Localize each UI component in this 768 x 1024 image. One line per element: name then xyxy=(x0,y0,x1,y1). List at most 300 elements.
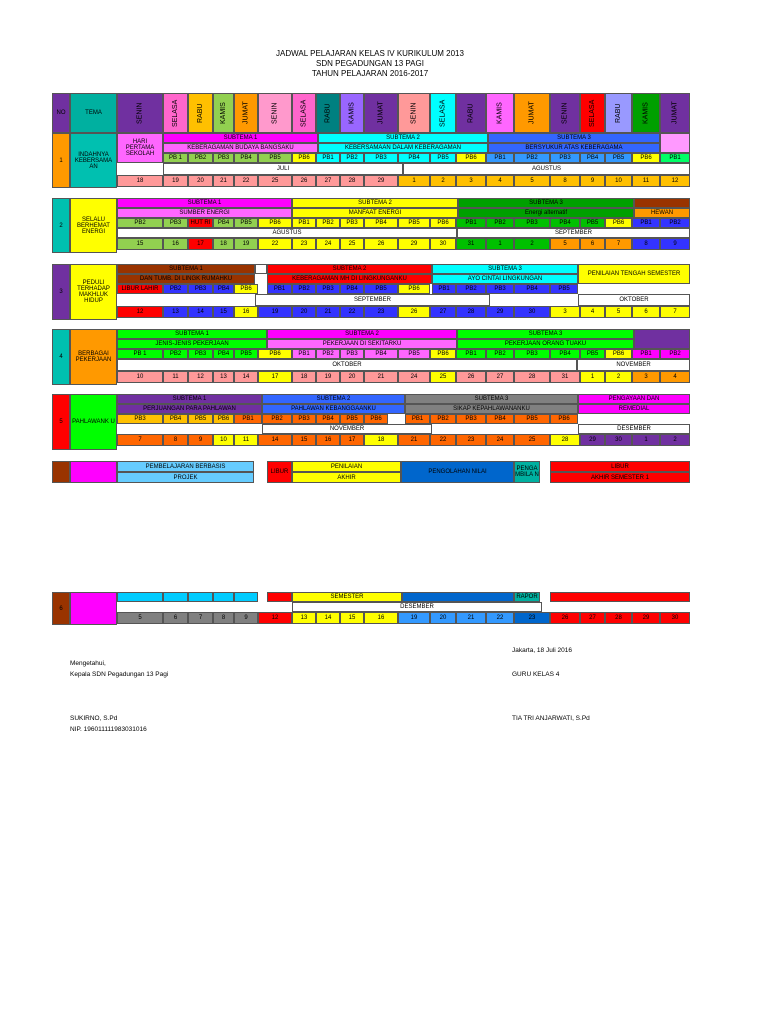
theme5-date-14: 25 xyxy=(514,434,550,446)
day-header-11: SELASA xyxy=(430,93,456,133)
theme2-date-6: 23 xyxy=(292,238,316,250)
theme1-pb-3: PB4 xyxy=(234,153,258,163)
theme1-pb-13: PB2 xyxy=(514,153,550,163)
theme1-date-6: 26 xyxy=(292,175,316,187)
day-header-2: RABU xyxy=(188,93,213,133)
theme3-date-18: 6 xyxy=(632,306,660,318)
theme6-date-19: 30 xyxy=(660,612,690,624)
mengetahui-label: Mengetahui, xyxy=(70,660,106,667)
theme5-subtema2-title: PAHLAWAN KEBANGGAANKU xyxy=(262,404,405,414)
theme4-tema: BERBAGAI PEKERJAAN xyxy=(70,329,117,385)
theme2-pb-3: PB4 xyxy=(213,218,234,228)
theme5-pb-4: PB1 xyxy=(234,414,262,424)
theme1-month2: AGUSTUS xyxy=(403,163,690,175)
schedule-title: JADWAL PELAJARAN KELAS IV KURIKULUM 2013 xyxy=(276,49,464,58)
theme6-date-13: 22 xyxy=(486,612,514,624)
theme3-month2: OKTOBER xyxy=(578,294,690,306)
theme2-pb-16: PB5 xyxy=(580,218,605,228)
theme6-month: DESEMBER xyxy=(292,602,542,612)
theme4-pb-7: PB2 xyxy=(316,349,340,359)
theme1-pb-12: PB1 xyxy=(486,153,514,163)
place-date: Jakarta, 18 Juli 2016 xyxy=(512,647,572,654)
theme5-pb-0: PB3 xyxy=(117,414,163,424)
theme4-pb-9: PB4 xyxy=(364,349,398,359)
theme1-date-16: 9 xyxy=(580,175,605,187)
principal-name: SUKIRNO, S.Pd xyxy=(70,715,118,722)
theme4-subtema3-title: PEKERJAAN ORANG TUAKU xyxy=(457,339,634,349)
theme4-pb-18: PB1 xyxy=(632,349,660,359)
theme1-pb-2: PB3 xyxy=(213,153,234,163)
school-year: TAHUN PELAJARAN 2016-2017 xyxy=(311,69,429,78)
theme1-pb-4: PB5 xyxy=(258,153,292,163)
theme5-date-11: 22 xyxy=(430,434,456,446)
theme2-pb-11: PB6 xyxy=(430,218,456,228)
theme3-date-13: 29 xyxy=(486,306,514,318)
theme3-pb-8: PB4 xyxy=(340,284,364,294)
theme1-date-4: 22 xyxy=(234,175,258,187)
theme1-date-1: 19 xyxy=(163,175,188,187)
theme1-pb-8: PB3 xyxy=(364,153,398,163)
school-name: SDN PEGADUNGAN 13 PAGI xyxy=(316,59,424,68)
theme6-date-7: 14 xyxy=(316,612,340,624)
theme2-subtema3-title: Energi alternatif xyxy=(458,208,634,218)
theme2-pb-0: PB2 xyxy=(117,218,163,228)
theme5-pb-5: PB2 xyxy=(262,414,292,424)
theme5-month2: DESEMBER xyxy=(578,424,690,434)
day-header-3: KAMIS xyxy=(213,93,234,133)
theme1-pb-17: PB6 xyxy=(632,153,660,163)
theme6-no: 6 xyxy=(52,592,70,625)
theme1-date-3: 21 xyxy=(213,175,234,187)
theme1-no: 1 xyxy=(52,133,70,188)
day-header-17: RABU xyxy=(605,93,632,133)
theme2-month1: AGUSTUS xyxy=(117,228,457,238)
day-header-4: JUMAT xyxy=(234,93,258,133)
theme2-subtema1-title: SUMBER ENERGI xyxy=(117,208,292,218)
day-header-10: SENIN xyxy=(398,93,430,133)
theme1-tema: INDAHNYA KEBERSAMA AN xyxy=(70,133,117,188)
theme1-pb-15: PB4 xyxy=(580,153,605,163)
theme3-date-5: 19 xyxy=(258,306,292,318)
theme1-date-9: 29 xyxy=(364,175,398,187)
theme2-date-12: 31 xyxy=(456,238,486,250)
theme3-date-16: 4 xyxy=(580,306,605,318)
theme5-date-8: 17 xyxy=(340,434,364,446)
theme2-tema: SELALU BERHEMAT ENERGI xyxy=(70,198,117,253)
theme1-date-10: 1 xyxy=(398,175,430,187)
theme4-date-15: 31 xyxy=(550,371,580,383)
theme6-date-4: 9 xyxy=(234,612,258,624)
theme4-date-1: 11 xyxy=(163,371,188,383)
theme4-date-19: 4 xyxy=(660,371,690,383)
theme1-date-11: 2 xyxy=(430,175,456,187)
theme4-subtema1: SUBTEMA 1 xyxy=(117,329,267,339)
theme3-date-11: 27 xyxy=(430,306,456,318)
theme5-date-1: 8 xyxy=(163,434,188,446)
teacher-name: TIA TRI ANJARWATI, S.Pd xyxy=(512,715,590,722)
theme3-subtema2-title: KEBERAGAMAN MH DI LINGKUNGANKU xyxy=(267,274,432,284)
theme5-date-18: 1 xyxy=(632,434,660,446)
theme5-pb-9: PB6 xyxy=(364,414,388,424)
theme6-top-4 xyxy=(234,592,258,602)
theme1-date-0: 18 xyxy=(117,175,163,187)
theme3-date-7: 21 xyxy=(316,306,340,318)
theme2-pb-2: HUT RI xyxy=(188,218,213,228)
theme4-date-2: 12 xyxy=(188,371,213,383)
theme4-month1: OKTOBER xyxy=(117,359,577,371)
theme2-pb-8: PB3 xyxy=(340,218,364,228)
theme2-date-2: 17 xyxy=(188,238,213,250)
theme2-date-19: 9 xyxy=(660,238,690,250)
theme1-subtema3-title: BERSYUKUR ATAS KEBERAGAMA xyxy=(488,143,660,153)
theme6-top-1 xyxy=(163,592,188,602)
theme2-pb-13: PB2 xyxy=(486,218,514,228)
theme1-pb-5: PB6 xyxy=(292,153,316,163)
theme1-date-13: 4 xyxy=(486,175,514,187)
theme5-pengayaan1: PENGAYAAN DAN xyxy=(578,394,690,404)
theme1-date-12: 3 xyxy=(456,175,486,187)
theme4-month2: NOVEMBER xyxy=(577,359,690,371)
theme5-pb-2: PB5 xyxy=(188,414,213,424)
theme1-pb-6: PB1 xyxy=(316,153,340,163)
theme5-pb-14: PB5 xyxy=(514,414,550,424)
theme6-date-12: 21 xyxy=(456,612,486,624)
day-header-12: RABU xyxy=(456,93,486,133)
theme4-pb-2: PB3 xyxy=(188,349,213,359)
theme1-pb-7: PB2 xyxy=(340,153,364,163)
theme3-pb-13: PB3 xyxy=(486,284,514,294)
theme3-date-10: 26 xyxy=(398,306,430,318)
theme4-pb-0: PB 1 xyxy=(117,349,163,359)
theme2-date-15: 5 xyxy=(550,238,580,250)
theme4-date-14: 28 xyxy=(514,371,550,383)
theme2-hewan: HEWAN xyxy=(634,208,690,218)
theme4-pb-10: PB5 xyxy=(398,349,430,359)
theme1-extra xyxy=(660,133,690,153)
theme2-pb-18: PB1 xyxy=(632,218,660,228)
theme2-date-9: 26 xyxy=(364,238,398,250)
day-header-0: SENIN xyxy=(117,93,163,133)
theme2-date-17: 7 xyxy=(605,238,632,250)
theme5-date-15: 28 xyxy=(550,434,580,446)
theme6-libur xyxy=(267,592,292,602)
theme5-pb-6: PB3 xyxy=(292,414,316,424)
theme3-pb-5: PB1 xyxy=(267,284,292,294)
theme4-pb-14: PB3 xyxy=(514,349,550,359)
theme3-subtema3-title: AYO CINTAI LINGKUNGAN xyxy=(432,274,578,284)
theme3-pb-10: PB6 xyxy=(398,284,430,294)
theme4-date-13: 27 xyxy=(486,371,514,383)
theme1-pb-14: PB3 xyxy=(550,153,580,163)
theme2-subtema2: SUBTEMA 2 xyxy=(292,198,458,208)
theme6-date-17: 28 xyxy=(605,612,632,624)
theme6-date-18: 29 xyxy=(632,612,660,624)
theme3-tema: PEDULI TERHADAP MAKHLUK HIDUP xyxy=(70,264,117,320)
theme5-date-19: 2 xyxy=(660,434,690,446)
theme3-pb-1: PB2 xyxy=(163,284,188,294)
theme3-date-19: 7 xyxy=(660,306,690,318)
theme3-date-9: 23 xyxy=(364,306,398,318)
theme4-date-3: 13 xyxy=(213,371,234,383)
theme4-date-7: 19 xyxy=(316,371,340,383)
theme5-pb-15: PB6 xyxy=(550,414,578,424)
theme2-date-14: 2 xyxy=(514,238,550,250)
theme2-pb-12: PB1 xyxy=(456,218,486,228)
theme3-date-1: 13 xyxy=(163,306,188,318)
theme5-date-5: 14 xyxy=(258,434,292,446)
theme3-subtema2: SUBTEMA 2 xyxy=(267,264,432,274)
theme3-month1: SEPTEMBER xyxy=(255,294,490,306)
theme6-top-3 xyxy=(213,592,234,602)
theme2-pb-1: PB3 xyxy=(163,218,188,228)
theme5-date-6: 15 xyxy=(292,434,316,446)
theme4-pb-11: PB6 xyxy=(430,349,456,359)
theme6-pengolahan xyxy=(402,592,514,602)
theme3-subtema1-title: DAN TUMB. DI LINGK RUMAHKU xyxy=(117,274,255,284)
theme3-gap xyxy=(255,264,267,274)
theme5-date-0: 7 xyxy=(117,434,163,446)
theme1-pb-0: PB 1 xyxy=(163,153,188,163)
legend-libur: LIBUR xyxy=(267,461,292,483)
day-header-6: SELASA xyxy=(292,93,316,133)
theme4-date-4: 14 xyxy=(234,371,258,383)
theme4-date-12: 26 xyxy=(456,371,486,383)
principal-nip: NIP. 196011111983031016 xyxy=(70,726,147,733)
day-header-7: RABU xyxy=(316,93,340,133)
theme5-pb-13: PB4 xyxy=(486,414,514,424)
legend-akhir: AKHIR xyxy=(292,472,401,483)
theme2-date-7: 24 xyxy=(316,238,340,250)
theme5-pb-12: PB3 xyxy=(456,414,486,424)
theme3-pb-3: PB4 xyxy=(213,284,234,294)
theme4-pb-13: PB2 xyxy=(486,349,514,359)
theme5-subtema1-title: PERJUANGAN PARA PAHLAWAN xyxy=(117,404,262,414)
theme4-pb-8: PB3 xyxy=(340,349,364,359)
theme6-date-9: 16 xyxy=(364,612,398,624)
theme5-pengayaan2: REMEDIAL xyxy=(578,404,690,414)
theme4-date-5: 17 xyxy=(258,371,292,383)
theme5-pb-10: PB1 xyxy=(405,414,430,424)
theme6-date-8: 15 xyxy=(340,612,364,624)
day-header-9: JUMAT xyxy=(364,93,398,133)
theme1-pb-9: PB4 xyxy=(398,153,430,163)
theme6-date-2: 7 xyxy=(188,612,213,624)
theme6-top-0 xyxy=(117,592,163,602)
theme4-pb-6: PB1 xyxy=(292,349,316,359)
theme1-date-14: 5 xyxy=(514,175,550,187)
theme4-no: 4 xyxy=(52,329,70,385)
theme4-date-18: 3 xyxy=(632,371,660,383)
theme6-tema xyxy=(70,592,117,625)
theme4-date-9: 21 xyxy=(364,371,398,383)
theme3-date-8: 22 xyxy=(340,306,364,318)
theme4-date-6: 18 xyxy=(292,371,316,383)
theme1-pb-18: PB1 xyxy=(660,153,690,163)
theme2-pb-17: PB6 xyxy=(605,218,632,228)
theme1-date-8: 28 xyxy=(340,175,364,187)
legend-tema xyxy=(70,461,117,483)
theme6-date-6: 13 xyxy=(292,612,316,624)
legend-pengambilan: PENGA MBILA N xyxy=(514,461,540,483)
day-header-8: KAMIS xyxy=(340,93,364,133)
theme2-subtema1: SUBTEMA 1 xyxy=(117,198,292,208)
theme2-subtema3: SUBTEMA 3 xyxy=(458,198,634,208)
theme3-pb-0: LIBUR LAHIR xyxy=(117,284,163,294)
theme3-subtema3: SUBTEMA 3 xyxy=(432,264,578,274)
theme5-pb-3: PB6 xyxy=(213,414,234,424)
theme2-date-4: 19 xyxy=(234,238,258,250)
theme1-subtema1-title: KEBERAGAMAN BUDAYA BANGSAKU xyxy=(163,143,318,153)
theme3-pb-15: PB5 xyxy=(550,284,578,294)
theme2-pb-5: PB6 xyxy=(258,218,292,228)
theme5-pb-11: PB2 xyxy=(430,414,456,424)
theme4-subtema2: SUBTEMA 2 xyxy=(267,329,457,339)
day-header-15: SENIN xyxy=(550,93,580,133)
theme2-month2: SEPTEMBER xyxy=(457,228,690,238)
day-header-19: JUMAT xyxy=(660,93,690,133)
theme3-pts: PENILAIAN TENGAH SEMESTER xyxy=(578,264,690,284)
theme3-date-12: 28 xyxy=(456,306,486,318)
theme5-date-9: 18 xyxy=(364,434,398,446)
theme2-date-1: 16 xyxy=(163,238,188,250)
theme2-date-5: 22 xyxy=(258,238,292,250)
day-header-16: SELASA xyxy=(580,93,605,133)
theme1-hari-pertama: HARI PERTAMA SEKOLAH xyxy=(117,133,163,163)
theme4-pb-1: PB2 xyxy=(163,349,188,359)
theme4-date-0: 10 xyxy=(117,371,163,383)
header-no: NO xyxy=(52,93,70,133)
theme5-date-13: 24 xyxy=(486,434,514,446)
theme2-date-0: 15 xyxy=(117,238,163,250)
day-header-5: SENIN xyxy=(258,93,292,133)
theme1-date-18: 11 xyxy=(632,175,660,187)
theme6-top-2 xyxy=(188,592,213,602)
theme2-pb-6: PB1 xyxy=(292,218,316,228)
legend-libur-akhir1: LIBUR xyxy=(550,461,690,472)
theme3-no: 3 xyxy=(52,264,70,320)
theme4-date-16: 1 xyxy=(580,371,605,383)
theme5-date-2: 9 xyxy=(188,434,213,446)
theme5-pb-7: PB4 xyxy=(316,414,340,424)
theme5-subtema3: SUBTEMA 3 xyxy=(405,394,578,404)
theme3-pb-4: PB6 xyxy=(234,284,258,294)
theme2-extra xyxy=(634,198,690,208)
theme3-pb-9: PB5 xyxy=(364,284,398,294)
theme3-pb-14: PB4 xyxy=(514,284,550,294)
theme6-date-0: 5 xyxy=(117,612,163,624)
theme3-pb-6: PB2 xyxy=(292,284,316,294)
day-header-14: JUMAT xyxy=(514,93,550,133)
theme4-subtema1-title: JENIS-JENIS PEKERJAAN xyxy=(117,339,267,349)
theme2-subtema2-title: MANFAAT ENERGI xyxy=(292,208,458,218)
theme4-pb-17: PB6 xyxy=(605,349,632,359)
legend-pengolahan: PENGOLAHAN NILAI xyxy=(401,461,514,483)
theme3-date-2: 14 xyxy=(188,306,213,318)
theme2-pb-14: PB3 xyxy=(514,218,550,228)
theme1-subtema1: SUBTEMA 1 xyxy=(163,133,318,143)
theme1-date-17: 10 xyxy=(605,175,632,187)
theme3-date-6: 20 xyxy=(292,306,316,318)
theme4-pb-19: PB2 xyxy=(660,349,690,359)
theme4-pb-3: PB4 xyxy=(213,349,234,359)
theme6-semester: SEMESTER xyxy=(292,592,402,602)
theme1-date-5: 25 xyxy=(258,175,292,187)
theme5-pb-8: PB5 xyxy=(340,414,364,424)
theme2-pb-9: PB4 xyxy=(364,218,398,228)
theme1-pb-10: PB5 xyxy=(430,153,456,163)
theme2-pb-4: PB5 xyxy=(234,218,258,228)
day-header-18: KAMIS xyxy=(632,93,660,133)
theme6-date-3: 8 xyxy=(213,612,234,624)
theme6-date-16: 27 xyxy=(580,612,605,624)
theme2-date-3: 18 xyxy=(213,238,234,250)
legend-projek1: PEMBELAJARAN BERBASIS xyxy=(117,461,254,472)
legend-libur-akhir2: AKHIR SEMESTER 1 xyxy=(550,472,690,483)
theme1-subtema3: SUBTEMA 3 xyxy=(488,133,660,143)
header-tema: TEMA xyxy=(70,93,117,133)
theme2-pb-10: PB5 xyxy=(398,218,430,228)
theme2-date-18: 8 xyxy=(632,238,660,250)
theme5-month1: NOVEMBER xyxy=(262,424,432,434)
theme5-no: 5 xyxy=(52,394,70,450)
theme6-libur-akhir xyxy=(550,592,690,602)
theme4-pb-5: PB6 xyxy=(258,349,292,359)
theme1-date-7: 27 xyxy=(316,175,340,187)
theme3-date-15: 3 xyxy=(550,306,580,318)
theme3-pb-12: PB2 xyxy=(456,284,486,294)
theme6-date-1: 6 xyxy=(163,612,188,624)
theme1-pb-1: PB2 xyxy=(188,153,213,163)
theme2-pb-7: PB2 xyxy=(316,218,340,228)
theme6-date-5: 12 xyxy=(258,612,292,624)
theme5-date-17: 30 xyxy=(605,434,632,446)
day-header-1: SELASA xyxy=(163,93,188,133)
theme1-month1: JULI xyxy=(163,163,403,175)
theme2-date-10: 29 xyxy=(398,238,430,250)
theme3-subtema1: SUBTEMA 1 xyxy=(117,264,255,274)
theme5-date-3: 10 xyxy=(213,434,234,446)
theme5-date-7: 16 xyxy=(316,434,340,446)
theme3-pb-11: PB1 xyxy=(432,284,456,294)
theme2-pb-19: PB2 xyxy=(660,218,690,228)
teacher-title: GURU KELAS 4 xyxy=(512,671,560,678)
theme4-date-11: 25 xyxy=(430,371,456,383)
theme1-date-15: 8 xyxy=(550,175,580,187)
theme4-extra xyxy=(634,329,690,349)
theme5-date-12: 23 xyxy=(456,434,486,446)
theme2-date-8: 25 xyxy=(340,238,364,250)
theme4-pb-15: PB4 xyxy=(550,349,580,359)
theme4-date-17: 2 xyxy=(605,371,632,383)
theme4-date-10: 24 xyxy=(398,371,430,383)
legend-no xyxy=(52,461,70,483)
day-header-13: KAMIS xyxy=(486,93,514,133)
theme6-date-10: 19 xyxy=(398,612,430,624)
theme3-date-4: 16 xyxy=(234,306,258,318)
theme1-subtema2: SUBTEMA 2 xyxy=(318,133,488,143)
theme5-subtema2: SUBTEMA 2 xyxy=(262,394,405,404)
theme2-pb-15: PB4 xyxy=(550,218,580,228)
theme5-date-16: 29 xyxy=(580,434,605,446)
theme4-pb-16: PB5 xyxy=(580,349,605,359)
theme2-date-13: 1 xyxy=(486,238,514,250)
theme6-date-15: 26 xyxy=(550,612,580,624)
theme3-pb-7: PB3 xyxy=(316,284,340,294)
theme1-pb-16: PB5 xyxy=(605,153,632,163)
legend-projek2: PROJEK xyxy=(117,472,254,483)
theme4-subtema2-title: PEKERJAAN DI SEKITARKU xyxy=(267,339,457,349)
theme5-tema: PAHLAWANK U xyxy=(70,394,117,450)
